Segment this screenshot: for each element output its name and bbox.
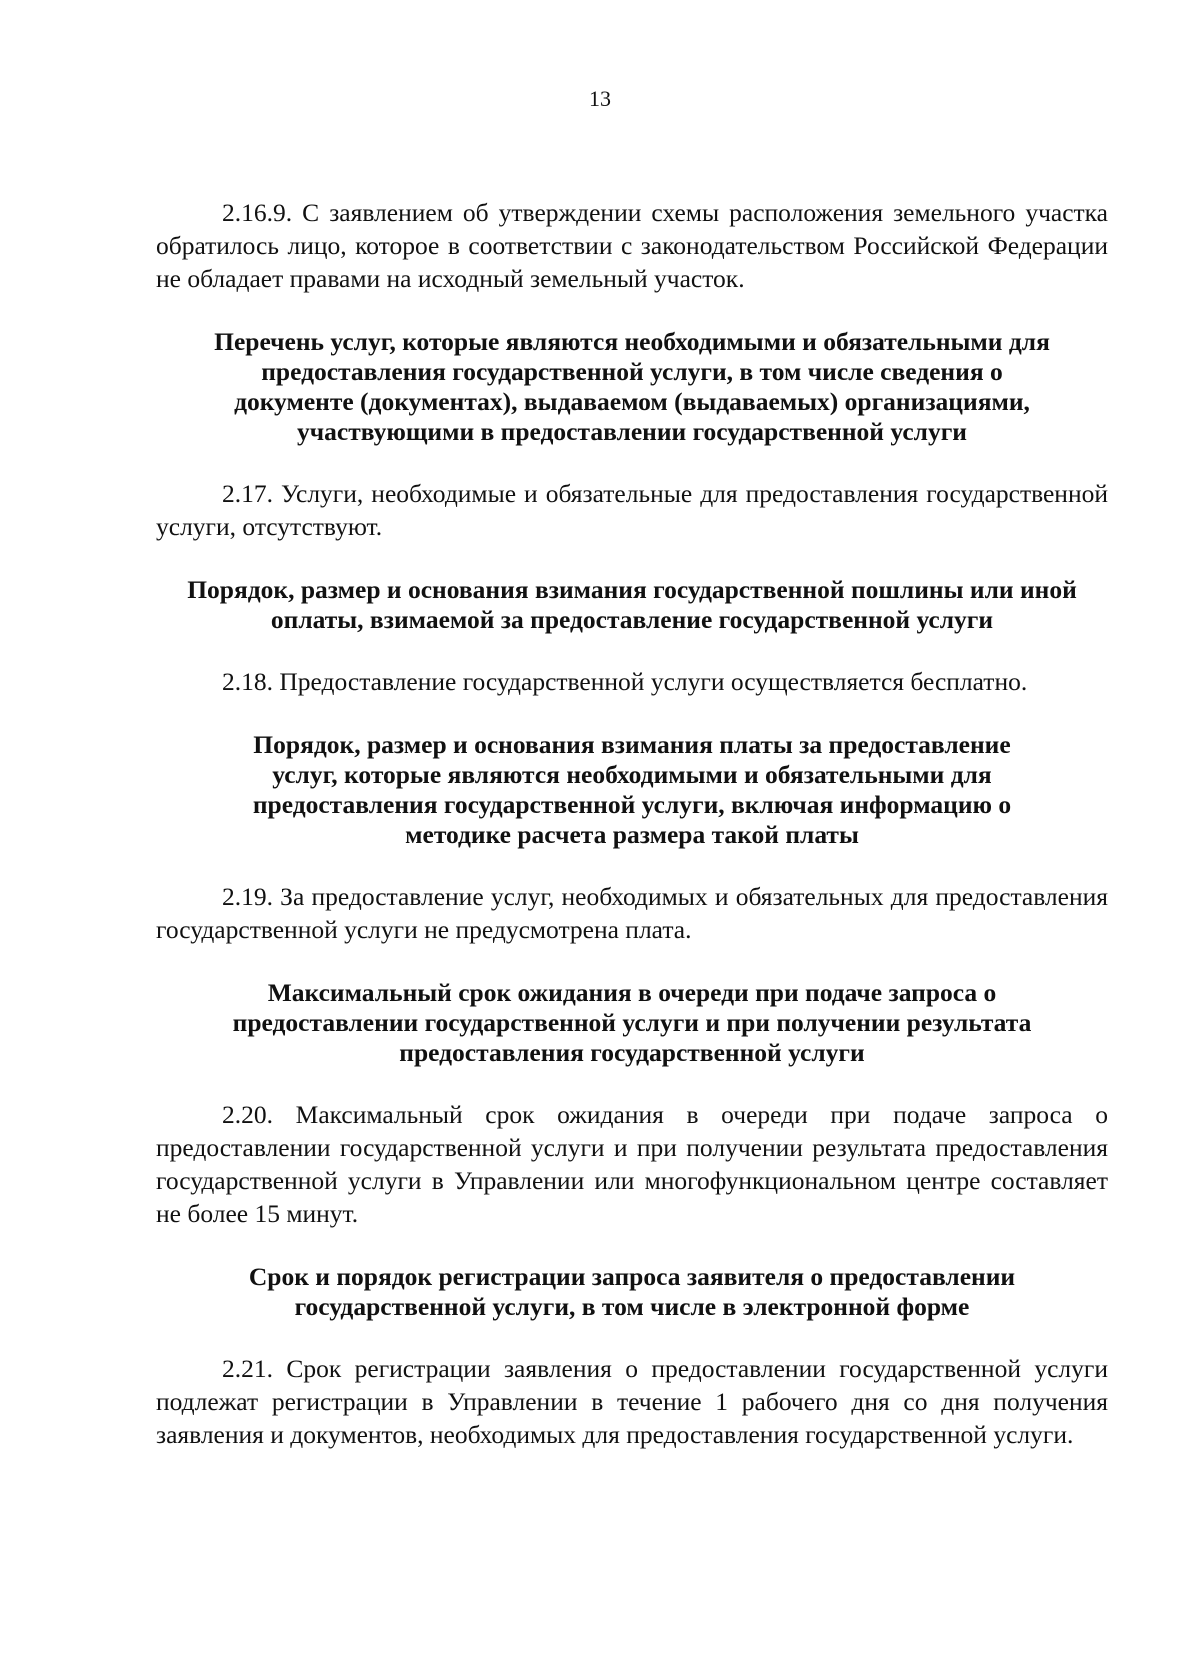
paragraph-2-17: 2.17. Услуги, необходимые и обязательные для предоставления государственной услуги, отсутствуют. bbox=[156, 479, 1108, 541]
heading-payment-procedure: Порядок, размер и основания взимания платы за предоставление услуг, которые являются необходимыми и обязательными для предоставления государственной услуги, включая информацию о методике расчета размера такой платы bbox=[252, 730, 1012, 849]
paragraph-2-21: 2.21. Срок регистрации заявления о предоставлении государственной услуги подлежат регистрации в Управлении в течение 1 рабочего дня со дня получения заявления и документов, необходимых для предоставления государственной услуги. bbox=[156, 1354, 1108, 1449]
heading-registration: Срок и порядок регистрации запроса заявителя о предоставлении государственной услуги, в том числе в электронной форме bbox=[248, 1262, 1016, 1321]
heading-waiting-time: Максимальный срок ожидания в очереди при подаче запроса о предоставлении государственной услуги и при получении результата предоставления государственной услуги bbox=[232, 978, 1032, 1067]
heading-state-duty: Порядок, размер и основания взимания государственной пошлины или иной оплаты, взимаемой за предоставление государственной услуги bbox=[187, 575, 1077, 634]
paragraph-2-19: 2.19. За предоставление услуг, необходимых и обязательных для предоставления государственной услуги не предусмотрена плата. bbox=[156, 882, 1108, 944]
paragraph-2-18: 2.18. Предоставление государственной услуги осуществляется бесплатно. bbox=[222, 667, 1028, 696]
document-body bbox=[156, 196, 1108, 1451]
page-number: 13 bbox=[589, 86, 611, 111]
paragraph-2-20: 2.20. Максимальный срок ожидания в очереди при подаче запроса о предоставлении государственной услуги и при получении результата предоставления государственной услуги в Управлении или многофункциональном центре составляет не более 15 минут. bbox=[156, 1100, 1108, 1228]
heading-services-list: Перечень услуг, которые являются необходимыми и обязательными для предоставления государственной услуги, в том числе сведения о документе (документах), выдаваемом (выдаваемых) организациями, участвующими в предоставлении государственной услуги bbox=[214, 327, 1050, 446]
paragraph-2-16-9: 2.16.9. С заявлением об утверждении схемы расположения земельного участка обратилось лицо, которое в соответствии с законодательством Российской Федерации не обладает правами на исходный земельный участок. bbox=[156, 198, 1108, 293]
